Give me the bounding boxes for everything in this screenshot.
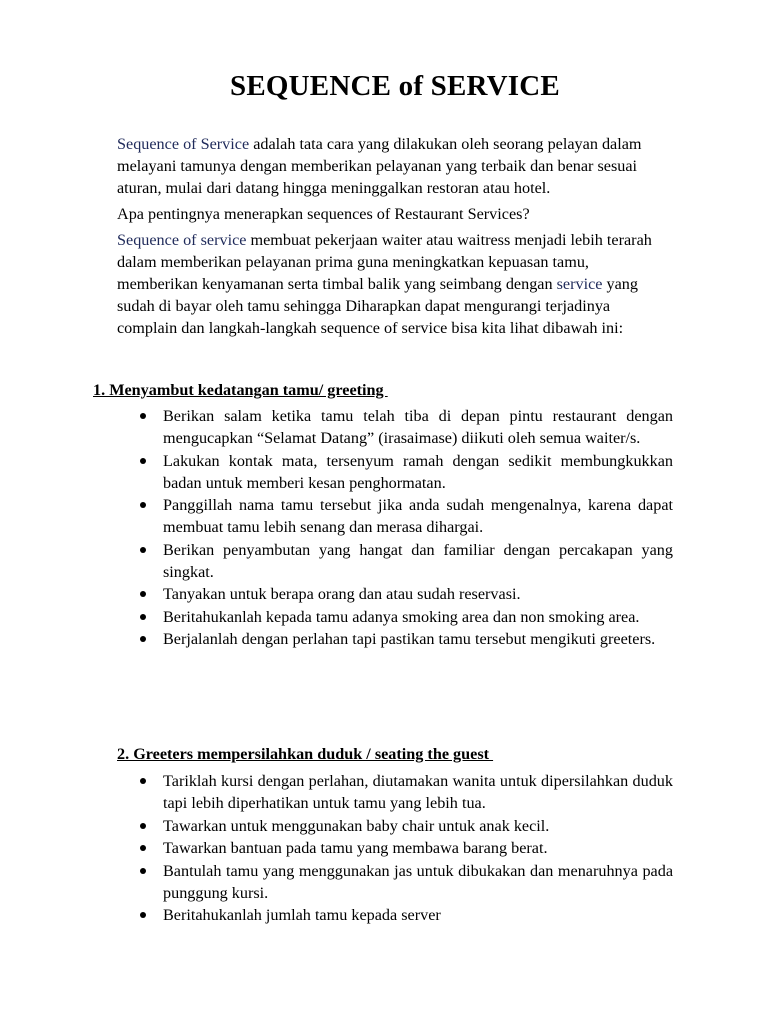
intro-question: Apa pentingnya menerapkan sequences of Restaurant Services? (117, 205, 530, 223)
bullet-dot-icon (140, 502, 146, 508)
bullet-dot-icon (140, 636, 146, 642)
intro-section (117, 133, 662, 339)
list-item-text: Tawarkan untuk menggunakan baby chair untuk anak kecil. (163, 816, 550, 835)
intro-paragraph-importance (117, 229, 662, 339)
bullet-dot-icon (140, 845, 146, 851)
list-item-text: Tariklah kursi dengan perlahan, diutamakan wanita untuk dipersilahkan duduk tapi lebih diperhatikan untuk tamu yang lebih tua. (163, 772, 673, 812)
term-sequence-of-service-2: Sequence of service (117, 231, 247, 249)
list-item-text: Panggillah nama tamu tersebut jika anda sudah mengenalnya, karena dapat membuat tamu lebih senang dan merasa dihargai. (163, 496, 673, 536)
list-item-text: Lakukan kontak mata, tersenyum ramah dengan sedikit membungkukkan badan untuk memberi kesan penghormatan. (163, 451, 673, 492)
definition-text: adalah tata cara yang dilakukan oleh seorang pelayan dalam melayani tamunya dengan memberikan pelayanan yang terbaik dan benar sesuai aturan, mulai dari datang hingga meninggalkan restoran atau hotel. (117, 135, 642, 197)
bullet-dot-icon (140, 458, 146, 464)
list-item (163, 606, 673, 628)
bullet-dot-icon (140, 912, 146, 918)
list-item (163, 539, 673, 583)
list-item (163, 904, 673, 926)
bullet-dot-icon (140, 413, 146, 419)
list-item (163, 837, 673, 859)
list-item (163, 494, 673, 538)
bullet-dot-icon (140, 591, 146, 597)
list-item (163, 628, 673, 650)
section-heading-greeting: 1. Menyambut kedatangan tamu/ greeting (93, 381, 388, 399)
list-item-text: Beritahukanlah jumlah tamu kepada server (163, 906, 441, 924)
list-item-text: Beritahukanlah kepada tamu adanya smoking area dan non smoking area. (163, 607, 640, 626)
list-item (163, 583, 673, 605)
term-service: service (556, 275, 603, 293)
term-sequence-of-service: Sequence of Service (117, 135, 250, 153)
list-item-text: Tawarkan bantuan pada tamu yang membawa barang berat. (163, 839, 548, 857)
page-title: SEQUENCE of SERVICE (230, 70, 560, 102)
list-item (163, 405, 673, 449)
list-item (163, 860, 673, 904)
list-item (163, 815, 673, 837)
list-item-text: Berikan penyambutan yang hangat dan familiar dengan percakapan yang singkat. (163, 540, 673, 581)
list-item-text: Berjalanlah dengan perlahan tapi pastikan tamu tersebut mengikuti greeters. (163, 630, 656, 648)
seating-steps-list (163, 770, 673, 927)
section-heading-seating: 2. Greeters mempersilahkan duduk / seating the guest (117, 745, 494, 763)
bullet-dot-icon (140, 868, 146, 874)
bullet-dot-icon (140, 823, 146, 829)
bullet-dot-icon (140, 547, 146, 553)
bullet-dot-icon (140, 614, 146, 620)
list-item (163, 450, 673, 494)
list-item-text: Tanyakan untuk berapa orang dan atau sudah reservasi. (163, 585, 521, 603)
importance-text-b: yang sudah di bayar oleh tamu sehingga Diharapkan dapat mengurangi terjadinya complain dan langkah-langkah sequence of service bisa kita lihat dibawah ini: (117, 275, 638, 337)
list-item (163, 770, 673, 814)
intro-paragraph-definition (117, 133, 662, 199)
bullet-dot-icon (140, 778, 146, 784)
greeting-steps-list (163, 405, 673, 651)
importance-text-a: membuat pekerjaan waiter atau waitress menjadi lebih terarah dalam memberikan pelayanan prima guna meningkatkan kepuasan tamu, memberikan kenyamanan serta timbal balik yang seimbang dengan (117, 231, 652, 293)
list-item-text: Berikan salam ketika tamu telah tiba di depan pintu restaurant dengan mengucapkan “Selamat Datang” (irasaimase) diikuti oleh semua waiter/s. (163, 407, 673, 447)
list-item-text: Bantulah tamu yang menggunakan jas untuk dibukakan dan menaruhnya pada punggung kursi. (163, 861, 673, 902)
